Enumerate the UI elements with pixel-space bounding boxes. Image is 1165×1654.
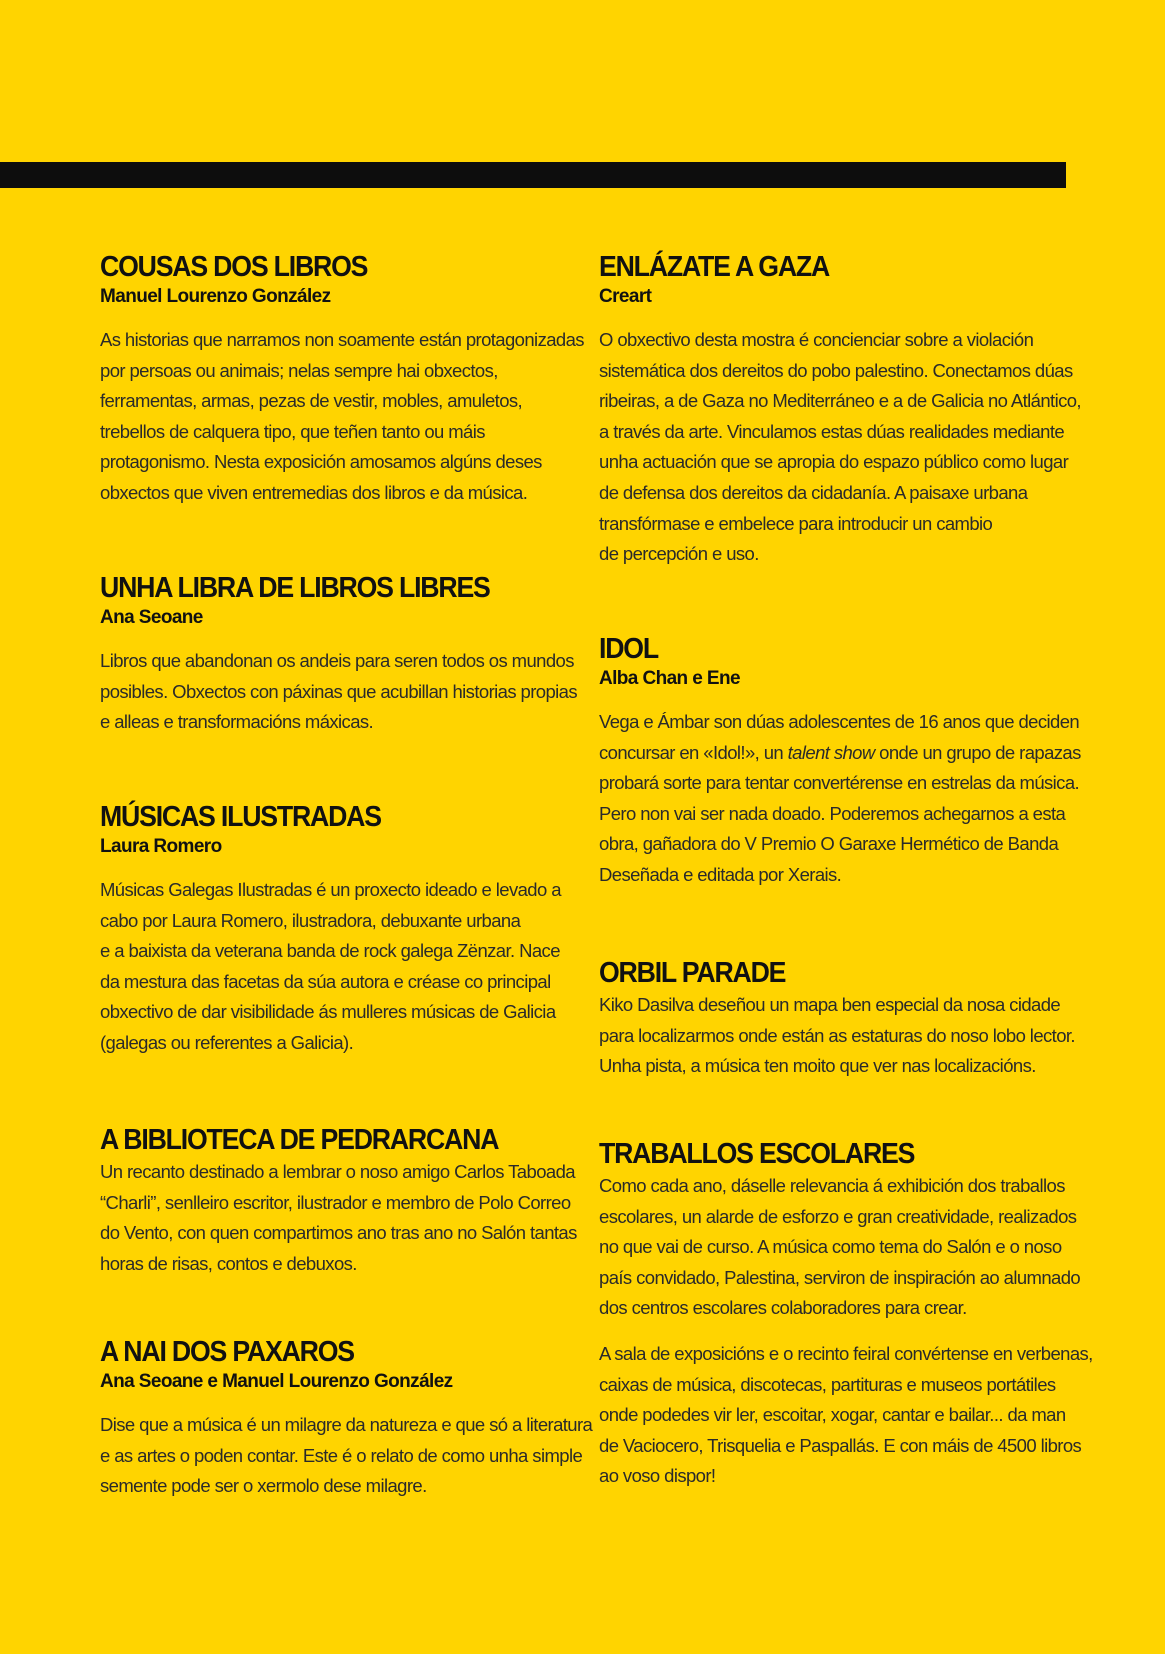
section-body [100,875,570,1059]
body-line: e alleas e transformacións máxicas. [100,711,374,733]
section-musicas-ilustradas [100,800,570,1059]
section-enlazate-a-gaza [599,250,1081,570]
section-idol [599,632,1081,891]
body-line: horas de risas, contos e debuxos. [100,1252,357,1274]
body-line: unha actuación que se apropia do espazo público como lugar [599,451,1069,473]
body-line: Pero non vai ser nada doado. Poderemos achegarnos a esta [599,802,1066,824]
body-line: onde podedes vir ler, escoitar, xogar, cantar e bailar... da man [599,1404,1066,1426]
body-line: Como cada ano, dáselle relevancia á exhibición dos traballos [599,1175,1065,1196]
body-line: semente pode ser o xermolo dese milagre. [100,1475,427,1497]
body-line: Músicas Galegas Ilustradas é un proxecto ideado e levado a [100,879,561,900]
italic-text: talent show [787,741,875,763]
body-line: dos centros escolares colaboradores para crear. [599,1297,967,1319]
body-line: escolares, un alarde de esforzo e gran creatividade, realizados [599,1205,1077,1227]
body-text: concursar en «Idol!», un [599,741,788,763]
body-line: sistemática dos dereitos do pobo palestino. Conectamos dúas [599,359,1073,381]
body-line: de Vaciocero, Trisquelia e Paspallás. E con máis de 4500 libros [599,1434,1082,1456]
body-line: ferramentas, armas, pezas de vestir, mobles, amuletos, [100,390,523,412]
section-author: Ana Seoane e Manuel Lourenzo González [100,1371,453,1392]
section-nai-dos-paxaros [100,1335,593,1502]
body-line: As historias que narramos non soamente están protagonizadas [100,329,584,350]
body-line: obxectivo de dar visibilidade ás mulleres músicas de Galicia [100,1001,556,1023]
section-title: UNHA LIBRA DE LIBROS LIBRES [100,572,490,604]
body-line: (galegas ou referentes a Galicia). [100,1031,354,1053]
section-title: A NAI DOS PAXAROS [100,1336,354,1368]
section-title: MÚSICAS ILUSTRADAS [100,801,381,833]
body-line: trebellos de calquera tipo, que teñen tanto ou máis [100,420,485,442]
section-title: IDOL [599,633,658,665]
body-line: país convidado, Palestina, serviron de inspiración ao alumnado [599,1266,1081,1288]
body-line: transfórmase e embelece para introducir un cambio [599,512,993,534]
section-author: Laura Romero [100,836,222,857]
section-body [100,325,584,509]
section-traballos-escolares [599,1137,1093,1492]
section-body [599,707,1081,891]
section-body [599,325,1081,570]
body-line: Unha pista, a música ten moito que ver nas localizacións. [599,1055,1036,1077]
body-line: probará sorte para tentar convertérense en estrelas da música. [599,772,1080,794]
section-title: A BIBLIOTECA DE PEDRARCANA [100,1124,499,1156]
body-line: obxectos que viven entremedias dos libros e da música. [100,481,528,503]
section-body [100,1157,577,1279]
section-body-2 [599,1339,1093,1492]
body-line: do Vento, con quen compartimos ano tras ano no Salón tantas [100,1222,577,1244]
body-line: O obxectivo desta mostra é concienciar sobre a violación [599,329,1034,350]
body-line: Kiko Dasilva deseñou un mapa ben especial da nosa cidade [599,994,1061,1015]
body-line: e as artes o poden contar. Este é o relato de como unha simple [100,1444,583,1466]
section-body [599,1171,1081,1324]
body-line [599,738,1081,769]
section-title: COUSAS DOS LIBROS [100,251,368,283]
top-black-bar [0,162,1066,188]
section-cousas-dos-libros [100,250,584,509]
section-author: Manuel Lourenzo González [100,286,331,307]
body-line: Un recanto destinado a lembrar o noso amigo Carlos Taboada [100,1161,575,1182]
body-line: de percepción e uso. [599,543,759,565]
body-line: posibles. Obxectos con páxinas que acubillan historias propias [100,680,577,702]
section-title: ORBIL PARADE [599,957,786,989]
section-body [100,646,577,738]
body-line: da mestura das facetas da súa autora e créase co principal [100,970,551,992]
body-line: caixas de música, discotecas, partituras e museos portátiles [599,1373,1056,1395]
section-body [599,990,1075,1082]
body-line: de defensa dos dereitos da cidadanía. A paisaxe urbana [599,481,1028,503]
section-biblioteca-pedrarcana [100,1123,577,1279]
section-orbil-parade [599,956,1075,1082]
section-author: Ana Seoane [100,607,203,628]
body-line: ribeiras, a de Gaza no Mediterráneo e a de Galicia no Atlántico, [599,390,1081,412]
body-line: por persoas ou animais; nelas sempre hai obxectos, [100,359,498,381]
section-author: Creart [599,286,652,307]
section-unha-libra [100,571,577,738]
body-line: cabo por Laura Romero, ilustradora, debuxante urbana [100,909,521,931]
body-text: onde un grupo de rapazas [874,741,1081,763]
section-title: TRABALLOS ESCOLARES [599,1138,915,1170]
body-line: no que vai de curso. A música como tema do Salón e o noso [599,1236,1062,1258]
body-line: protagonismo. Nesta exposición amosamos algúns deses [100,451,542,473]
body-line: obra, gañadora do V Premio O Garaxe Hermético de Banda [599,833,1059,855]
body-line: Deseñada e editada por Xerais. [599,863,842,885]
body-line: Vega e Ámbar son dúas adolescentes de 16 anos que deciden [599,711,1080,732]
body-line: ao voso dispor! [599,1465,716,1487]
body-line: Libros que abandonan os andeis para seren todos os mundos [100,650,574,671]
section-body [100,1410,593,1502]
section-author: Alba Chan e Ene [599,668,740,689]
body-line: A sala de exposicións e o recinto feiral convértense en verbenas, [599,1342,1093,1364]
body-line: Dise que a música é un milagre da natureza e que só a literatura [100,1414,593,1435]
body-line: para localizarmos onde están as estaturas do noso lobo lector. [599,1024,1075,1046]
body-line: “Charli”, senlleiro escritor, ilustrador e membro de Polo Correo [100,1191,571,1213]
section-title: ENLÁZATE A GAZA [599,251,830,283]
body-line: e a baixista da veterana banda de rock galega Zënzar. Nace [100,940,560,962]
body-line: a través da arte. Vinculamos estas dúas realidades mediante [599,420,1065,442]
